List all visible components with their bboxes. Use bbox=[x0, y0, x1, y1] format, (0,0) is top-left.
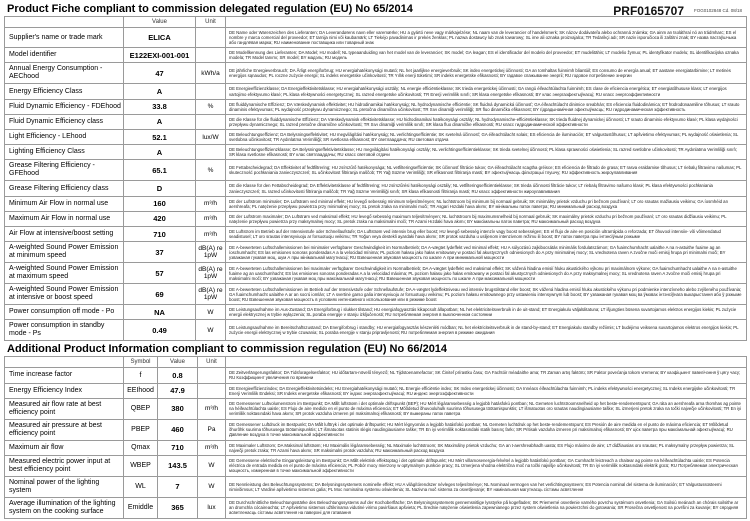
parameter-label: Time increase factor bbox=[5, 368, 124, 383]
parameter-label: Annual Energy Consumption - AEChood bbox=[5, 63, 124, 84]
parameter-label: A-weighted Sound Power Emission at minimum speed bbox=[5, 242, 124, 263]
parameter-unit: dB(A) re 1pW bbox=[196, 263, 226, 284]
parameter-value: A bbox=[124, 114, 196, 129]
parameter-value: E122EXI-001-001 bbox=[124, 48, 196, 63]
multilingual-description: DE A-bewerteten Luftschallemissionen im Betrieb auf der Intensivstufe oder Schnellaufstufe; DA A-vægtet lydeffektniveau ved intensiv brugstilstand eller boost; SK vážená hladina emisií hluku akustického výkonu pri podmienke intenzívneho alebo zvýšeného používania; GA fuaimchumhacht ualaithe A ar an socrú iomlán; LT A svertinė garso galia intensyviuoju ar forsuotuoju veikimu; PL poziom hałasu emitowanego przy ustawieniu intensywnym lub boost; BY узважаная гукавая моц ва ўмовах інтэнсіўнага выкарыстання або ў рэжыме boost; RU Взвешенная звуковая мощность в условиях интенсивного использования или в режиме boost bbox=[226, 284, 747, 305]
parameter-label: Measured air flow rate at best efficiency point bbox=[5, 398, 124, 419]
table-row bbox=[5, 476, 747, 497]
parameter-value: 420 bbox=[124, 211, 196, 226]
multilingual-description: DE Gemessener Luftvolumenstrom im Bestpunkt; DA Målt luftstrøm i det optimale driftspunkt (BEP); HU Mért légáramsebesség a legjobb hatásfokú pontban; NL Gemeten luchtstroomsnelheid op het beste-rendementspunt; GA ráta an aershreafa arna thomhas ag pointe na héifeachtúlachta uaisle; ES Flujo de aire medido en el punto de máxima eficiencia; ET Mõõdetud õhuvooluhulk suurima tõhususega töötamispunktis; LT išmatuotas oro srautas naudingiausiame taške; SL izmerjeni pretok zraka na točki največje učinkovitosti; TR En iyi verimlilik noktasındaki hava akımı; SR protok vazduha izmeren pri maksimalnoj efikasnosti; BY вымераны паток паветра bbox=[226, 398, 747, 419]
parameter-label: Average illumination of the lighting system on the cooking surface bbox=[5, 497, 124, 518]
parameter-label: Power consumption in standby mode - Ps bbox=[5, 320, 124, 341]
parameter-value: 7 bbox=[158, 476, 198, 497]
document-code-block bbox=[613, 4, 746, 18]
multilingual-description: DE Gemessener Luftdruck im Bestpunkt; DA Målt lufttryk i det optimale driftspunkt; HU Mért légnyomás a legjobb hatásfokú pontban; NL Gemeten luchtdruk op het beste-rendementspunt; ES Presión de aire medida en el punto de máxima eficiencia; ET Mõõdetud õhurõhk suurima tõhususega töötamispunktis; LT išmatuotas statinis slėgis naudingiausiame taške; TR En iyi verimlilik noktasındaki statik basınç farkı; SR Pritisak vazduha izmeren pri maksimalnoj efikasnosti; BY ціск паветра пры максімальнай эфектыўнасці; RU Давление воздуха в точке максимальной эффективности bbox=[226, 419, 747, 440]
parameter-unit: lux/W bbox=[196, 130, 226, 145]
table-row bbox=[5, 455, 747, 476]
parameter-label: Model identifier bbox=[5, 48, 124, 63]
column-header-symbol: Symbol bbox=[124, 357, 158, 368]
table-row bbox=[5, 114, 747, 129]
parameter-label: Lighting Efficiency Class bbox=[5, 145, 124, 160]
parameter-label: Measured air pressure at best efficiency point bbox=[5, 419, 124, 440]
parameter-value: 0.8 bbox=[158, 368, 198, 383]
multilingual-description: DE Luftstrom im Betrieb auf der Intensivstufe oder Schnellaufstufe; DA Luftstrøm ved intensiv brug eller boost; HU levegő sebesség intenzív vagy boost sebességen; ES el flujo de aire en posición ultrarrápida o reforzada; ET õhuvool intensiiv- või võimendatud seadistusel; LT oro srautas intensyviuoju ar forsuotuoju veikimu; TR Yoğun veya destekli ayardaki hava akımı; SR protok vazduha u usiljenom intenzivnom režimu ili boost; BY паток паветра пры інтэнсіўным рэжыме bbox=[226, 226, 747, 241]
parameter-label: A-weighted Sound Power Emission at intensive or boost speed bbox=[5, 284, 124, 305]
parameter-value: ELICA bbox=[124, 28, 196, 48]
parameter-value: 460 bbox=[158, 419, 198, 440]
multilingual-description: DE der Luftstrom maximaler; DA Luftstrøm ved maksimal effekt; HU levegő sebesség maximum teljesítményen; NL luchtstroom bij maximumsnelheid bij normaal gebruik; SK maximálny prietok vzduchu pri bežnom používaní; LT oro srautas didžiausiu veikimu; PL natężenie przepływu powietrza przy maksymalnej mocy; SL pretok zraka na maksimalni moči; TR Azami Hızdaki hava akımı; BY максімальны паток паветра; RU максимальный расход воздуха bbox=[226, 211, 747, 226]
column-header-unit: Unit bbox=[196, 17, 226, 28]
parameter-value: A bbox=[124, 145, 196, 160]
parameter-value: 47.9 bbox=[158, 383, 198, 398]
parameter-label: Maximum air flow bbox=[5, 440, 124, 455]
multilingual-description: DE Leistungsaufnahme im Bereitschaftszustand; DA Energiforbrug i standby; HU energiafogyasztás készenléti módban; NL het elektriciteitsverbruik in de stand-by-stand; ET Energiakulu standby režiimis; LT budėjimo veiksena suvartojamos elektros energijos kiekis; PL zużycie energii elektrycznej w trybie czuwania; SL poraba energije v stanju pripravljenosti; RU потребляемая энергия в режиме ожидания bbox=[226, 320, 747, 341]
parameter-unit bbox=[196, 48, 226, 63]
table-row bbox=[5, 368, 747, 383]
table-row bbox=[5, 497, 747, 518]
parameter-symbol: WL bbox=[124, 476, 158, 497]
parameter-symbol: QBEP bbox=[124, 398, 158, 419]
column-header-value: Value bbox=[158, 357, 198, 368]
parameter-label: Air Flow at intensive/boost setting bbox=[5, 226, 124, 241]
parameter-unit bbox=[196, 145, 226, 160]
table-row bbox=[5, 419, 747, 440]
table-row bbox=[5, 196, 747, 211]
parameter-value: D bbox=[124, 181, 196, 196]
parameter-unit: W bbox=[196, 305, 226, 320]
table-row bbox=[5, 211, 747, 226]
table-row bbox=[5, 130, 747, 145]
table1-header-row bbox=[5, 17, 747, 28]
header-spacer bbox=[5, 357, 124, 368]
parameter-label: Measured electric power input at best efficiency point bbox=[5, 455, 124, 476]
parameter-label: Grease Filtering Efficiency class bbox=[5, 181, 124, 196]
multilingual-description: DE Nennleistung des Beleuchtungssystems; DA Belysningssystemets nominelle effekt; HU A világítórendszer névleges teljesítménye; NL Nominaal vermogen van het verlichtingssysteem; ES Potencia nominal del sistema de iluminación; ET Valgustussüsteemi nimivõimsus; LT Vardinė apšvietimo sistemos galia; PL Moc nominalna systemu oświetlenia; SL Nazivna moč sistema za osvetljevanje; BY намінальная магутнасць сістэмы асвятлення bbox=[226, 476, 747, 497]
parameter-value: A bbox=[124, 84, 196, 99]
multilingual-description: DE Zeitverlängerungsfaktor; DA Tidsforøgelsesfaktor; HU időtartam-növelő tényező; NL Tijdstoenamefactor; SK Činiteľ prírastku času; GA Fachtóir méadaithe ama; TR Zaman artış faktörü; SR Faktor povećanja tokom vremena; BY каэфіцыент павелічэння ў цягу часу; RU Коэффициент увеличения по времени bbox=[226, 368, 747, 383]
header-spacer bbox=[226, 17, 747, 28]
parameter-unit: Pa bbox=[198, 419, 226, 440]
parameter-value: 52.1 bbox=[124, 130, 196, 145]
multilingual-description: DE fluiddynamische Effizienz; DA Væskedynamisk effektivitet; HU hidrodinamikai hatékonyság; NL hydrodynamische efficiëntie; SK fluidná dynamická účinnosť; GA éifeachtúlacht dinimice sreabhán; ES eficiencia fluidodinámica; ET hüdrodünaamiline tõhusus; LT srauto dinaminis efektyvumas; PL wydajność przepływu dynamicznego; SL pretočna dinamična učinkovitost; TR Sıvı dinamiği verimliliği; SR fluo dinamička efikasnost; BY гідрадынамічная эфектыўнасць; RU гидродинамическая эффективность bbox=[226, 99, 747, 114]
multilingual-description: DE Name oder Warenzeichen des Lieferanten; DA Leverandørens navn eller varemærke; HU a gyártó neve vagy márkajelzése; NL naam van de leverancier of handelsmerk; SK názov dodávateľa alebo ochranná známka; GA ainm an tsoláthraí nó an trádmharc; ES el nombre y marca comercial del proveedor; ET tarnija nimi või kaubamärk; LT Tiekėjo pavadinimas ir prekės ženklas; PL nazwa dostawcy lub znak towarowy; SL ime ali oznaka proizvajalca; TR Tedarikçi adı; SR naziv isporučioca ili zaštitni znak; BY назва пастаўшчыка або гандлёвая марка; RU наименование поставщика или товарный знак bbox=[226, 28, 747, 48]
parameter-label: Maximum Air Flow in normal use bbox=[5, 211, 124, 226]
parameter-unit bbox=[196, 84, 226, 99]
parameter-unit: % bbox=[196, 160, 226, 181]
parameter-value: 160 bbox=[124, 196, 196, 211]
column-header-value: Value bbox=[124, 17, 196, 28]
multilingual-description: DE Modellkennung des Lieferanten; DA Model; HU modell; NL typeaanduiding van het model van de leverancier; SK model; GA leagan; ES el identificador del modelo del proveedor; ET mudelitähis; LT modelio žymuo; PL identyfikator modelu; SL identifikacijska oznaka modela; TR Model tanımı; SR model; BY мадэль; RU модель bbox=[226, 48, 747, 63]
parameter-symbol: WBEP bbox=[124, 455, 158, 476]
parameter-label: Nominal power of the lighting system bbox=[5, 476, 124, 497]
table-row bbox=[5, 48, 747, 63]
parameter-unit: W bbox=[198, 455, 226, 476]
parameter-unit bbox=[196, 114, 226, 129]
parameter-unit: m³/h bbox=[198, 398, 226, 419]
multilingual-description: DE der Luftstrom minimaler; DA Luftstrøm ved minimal effekt; HU levegő sebesség minimum teljesítményen; NL luchtstroom bij minimum bij normaal gebruik; SK minimálny prietok vzduchu pri bežnom používaní; LT oro srautas mažiausiu veikimu; GA íosmhéid an aershreafa; PL natężenie przepływu powietrza przy minimalnej mocy; SL pretok zraka na minimalni moči; TR Asgari Hızdaki hava akımı; BY мінімальны паток паветра; RU минимальный расход воздуха bbox=[226, 196, 747, 211]
additional-info-title: Additional Product Information compliant to commission regulation (EU) No 66/2014 bbox=[7, 343, 448, 356]
parameter-value: 57 bbox=[124, 263, 196, 284]
table-row bbox=[5, 181, 747, 196]
parameter-label: Fluid Dynamic Efficiency class bbox=[5, 114, 124, 129]
parameter-unit: % bbox=[196, 99, 226, 114]
parameter-value: NA bbox=[124, 305, 196, 320]
column-header-unit: Unit bbox=[198, 357, 226, 368]
multilingual-description: DE Energieeffizienzklasse; DA Energieffektivitetsklasse; HU energiahatékonysági osztály; NL energie efficiëntieklasse; SK trieda energetickej účinnosti; GA rangú éifeachtúlachta fuinnimh; ES clase de eficiencia energética; ET energiatõhususe klass; LT energijos vartojimo efektyvumo klasė; PL klasa efektywności energetycznej; SL razred energetske učinkovitosti; TR Enerji verimlilik sınıfı; SR klasa energetske efikasnosti; BY клас энергаэфектыўнасці; RU класс энергоэффективности bbox=[226, 84, 747, 99]
document-revision-code: FOG0102848 Cd. 08/18 bbox=[694, 8, 743, 13]
multilingual-description: DE Leistungsaufnahme im Aus-Zustand; DA Energiforbrug i slukket tilstand; HU energiafogyasztás kikapcsolt állapotban; NL het elektriciteitsverbruik in de uit-stand; ET Energiakulu väljalülitatuna; LT išjungties būsena suvartojamos elektros energijos kiekis; PL zużycie energii elektrycznej w trybie wyłączenia; SL poraba energije v stanju izključenosti; RU потребляемая энергия в выключенном состоянии bbox=[226, 305, 747, 320]
table-row bbox=[5, 160, 747, 181]
parameter-unit: m³/h bbox=[196, 211, 226, 226]
table-row bbox=[5, 398, 747, 419]
parameter-label: Supplier's name or trade mark bbox=[5, 28, 124, 48]
table-row bbox=[5, 383, 747, 398]
parameter-value: 37 bbox=[124, 242, 196, 263]
multilingual-description: DE Beleuchtungseffizienz; DA Belysningseffektivitet; HU megvilágítási hatékonyság; NL verlichtingsefficiëntie; SK svetelná účinnosť; GA éifeachtúlacht solais; ES eficiencia de iluminación; ET valgustustõhusus; LT apšvietimo efektyvumas; PL wydajność oświetlenia; SL svetlobna učinkovitost; TR Aydınlatma Verimliliği; SR svetlosna efikasnost; BY светлааддача; RU световая отдача bbox=[226, 130, 747, 145]
parameter-symbol: f bbox=[124, 368, 158, 383]
parameter-label: Power consumption off mode - Po bbox=[5, 305, 124, 320]
parameter-value: 69 bbox=[124, 284, 196, 305]
parameter-unit: W bbox=[196, 320, 226, 341]
table-row bbox=[5, 63, 747, 84]
parameter-value: 380 bbox=[158, 398, 198, 419]
table-row bbox=[5, 242, 747, 263]
multilingual-description: DE jährliche Energieverbrauch; DA Årligt energiforbrug; HU energiahatékonysági mutató; NL het jaarlijkse energieverbruik; SK index energetickej účinnosti; GA an tomhaltas fuinnimh bliantúil; ES consumo de energía anual; ET aastane energiatarbimine; LT metinės energijos sąnaudos; PL roczne zużycie energii; SL indeks energetske učinkovitosti; TR Yıllık enerji tüketimi; SR indeks energetske efikasnosti; BY гадавое спажыванне энергіі; RU годовое потребление энергии bbox=[226, 63, 747, 84]
parameter-value: 143.5 bbox=[158, 455, 198, 476]
parameter-unit bbox=[196, 181, 226, 196]
parameter-value: 710 bbox=[158, 440, 198, 455]
parameter-symbol: PBEP bbox=[124, 419, 158, 440]
parameter-unit: m³/h bbox=[196, 226, 226, 241]
table-row bbox=[5, 84, 747, 99]
multilingual-description: DE Fettabscheidegrad; DA Effektivitet af fedtfiltrering; HU zsírszűrő hatékonysága; NL vetfilteringsefficiëntie; SK účinnosť filtrácie tukov; GA éifeachtúlacht scagtha gréisce; ES eficiencia de filtrado de grasa; ET rasva eraldamise tõhusus; LT riebalų filtravimo našumas; PL skuteczność pochłaniania zanieczyszczeń; SL učinkovitost filtriranja maščob; TR Yağ Süzme Verimliliği; SR efikasnost filtriranja masti; BY эфектыўнасць фільтрацыі тлушчу; RU эффективность жироулавливания bbox=[226, 160, 747, 181]
parameter-label: Fluid Dynamic Efficiency - FDEhood bbox=[5, 99, 124, 114]
parameter-symbol: Emiddle bbox=[124, 497, 158, 518]
multilingual-description: DE Maximaler Luftstrom; DA Maksimal luftstrøm; HU Maximális légáramsebesség; NL Maximale luchtstroom; SK Maximálny prietok vzduchu; GA an t-aershreabhadh uasta; ES Flujo máximo de aire; LT didžiausias oro srautas; PL maksymalny przepływ powietrza; SL največji pretok zraka; TR Azami hava akımı; SR maksimalni protok vazduha; RU максимальный расход воздуха bbox=[226, 440, 747, 455]
parameter-label: A-weighted Sound Power Emission at maximum speed bbox=[5, 263, 124, 284]
multilingual-description: DE Gemessene elektrische Eingangsleistung im Bestpunkt; DA Målt elektrisk effektoptag i det optimale driftspunkt; HU Mért villamosenergia-felvétel a legjobb hatásfokú pontban; GA Cumhacht leictreach a chaitear ag pointe na héifeachtúlachta uaisle; ES Potencia eléctrica de entrada medida en el punto de máxima eficiencia; PL Pobór mocy mierzony w optymalnym punkcie pracy; SL Izmerjena vhodna električna moč na točki najvišje učinkovitosti; TR En iyi verimlilik noktasındaki elektrik gücü; RU Потребляемая электрическая мощность, измеренная в точке максимальной эффективности bbox=[226, 455, 747, 476]
parameter-value: 0.49 bbox=[124, 320, 196, 341]
multilingual-description: DE die Klasse für den Fettabscheidegrad; DA Effektivitetsklasse af fedtfiltrering; HU zsírszűrési hatékonysági osztály; NL vetfilteringsefficiëntieklasse; SK trieda účinnosti filtrácie tukov; LT riebalų filtravimo našumo klasė; PL klasa efektywności pochłaniania zanieczyszczeń; SL razred učinkovitosti filtriranja maščob; TR Yağ Süzme Verimliliği sınıfı; SR klasa efikasnosti filtriranja masti; RU класс эффективности жироулавливания bbox=[226, 181, 747, 196]
multilingual-description: DE A-bewerteten Luftschallemissionen bei minimaler verfügbarer Geschwindigkeit im Normalbetrieb; DA A-vægtet lydeffekt ved minimal effekt; HU A súlyozású zajkibocsátás minimális fordulatszámon; GA fuaimchumhacht ualaithe A na n-astuithe fuaime ag an íoschumhacht; ES las emisiones sonoras ponderadas A a la velocidad mínima; PL poziom hałasu jako hałas emitowany w postaci fal akustycznych odniesionych do A przy minimalnej mocy; SL vrednotena raven A zvočne moči emisij hrupa pri minimalni moči; BY узважаная гукавая моц, шум А пры мінімальнай магутнасці; RU Взвешенная звуковая мощность по шкале А при минимальной мощности bbox=[226, 242, 747, 263]
parameter-label: Energy Efficiency Index bbox=[5, 383, 124, 398]
parameter-value: 65.1 bbox=[124, 160, 196, 181]
table-row bbox=[5, 145, 747, 160]
parameter-unit: dB(A) re 1pW bbox=[196, 242, 226, 263]
header-spacer bbox=[226, 357, 747, 368]
parameter-value: 33.8 bbox=[124, 99, 196, 114]
parameter-unit: m³/h bbox=[196, 196, 226, 211]
parameter-value: 47 bbox=[124, 63, 196, 84]
parameter-unit: W bbox=[198, 476, 226, 497]
parameter-unit bbox=[196, 28, 226, 48]
header-spacer bbox=[5, 17, 124, 28]
parameter-value: 710 bbox=[124, 226, 196, 241]
multilingual-description: DE Durchschnittliche Beleuchtungsstärke des Beleuchtungssystems auf der Kochoberfläche; DA Belysningssystemets gennemsnitlige lysstyrke på kogefladen; SK Priemerné osvetlenie varného povrchu systémom osvetlenia; GA Soilsiú meánach an chórais soilsithe ar an dromchla cócaireachta; LT Apšvietimo sistemos užtikrinama vidutinė virimo paviršiaus apšvieta; PL Średnie natężenie oświetlenia zapewnianego przez system oświetlenia na powierzchni do gotowania; SR Prosečna osvetljenost na površini za kuvanje; BY сярэдняя асветленасць сістэмы асвятлення на паверхні для гатавання bbox=[226, 497, 747, 518]
parameter-symbol: EEIhood bbox=[124, 383, 158, 398]
table-row bbox=[5, 99, 747, 114]
table-row bbox=[5, 305, 747, 320]
multilingual-description: DE die Klasse für die fluiddynamische Effizienz; DA Væskedynamisk effektivitetsklasse; HU hidrodinamikai hatékonysági osztály; NL hydrodynamische-efficiëntieklasse; SK trieda fluidnej dynamickej účinnosti; LT srauto dinaminio efektyvumo klasė; PL klasa wydajności przepływu dynamicznego; SL razred pretočne dinamične učinkovitosti; TR Sıvı dinamiği verimlilik sınıfı; SR klasa fluo dinamičke efikasnosti; RU класс гидродинамической эффективности bbox=[226, 114, 747, 129]
parameter-symbol: Qmax bbox=[124, 440, 158, 455]
fiche-table-66-2014 bbox=[4, 356, 747, 519]
parameter-label: Grease Filtering Efficiency - GFEhood bbox=[5, 160, 124, 181]
parameter-label: Light Efficiency - LEhood bbox=[5, 130, 124, 145]
fiche-table-65-2014 bbox=[4, 16, 747, 341]
page-title: Product Fiche compliant to commission delegated regulation (EU) No 65/2014 bbox=[7, 3, 413, 15]
parameter-unit: lux bbox=[198, 497, 226, 518]
table-row bbox=[5, 320, 747, 341]
multilingual-description: DE Energieeffizienzindex; DA Energieffektivitetsindeks; HU Energiahatékonysági mutató; NL Energie efficiëntie index; SK Index energetickej účinnosti; GA Innéacs éifeachtúlachta fuinnimh; PL indeks efektywności energetycznej; SL Indeks energijske učinkovitosti; TR Enerji Verimlilik Endeksi; SR Indeks energetske efikasnosti; BY індэкс энергаэфектыўнасці; RU индекс энергоэффективности bbox=[226, 383, 747, 398]
document-code: PRF0165707 bbox=[613, 4, 684, 18]
table-row bbox=[5, 440, 747, 455]
table2-header-row bbox=[5, 357, 747, 368]
parameter-label: Energy Efficiency Class bbox=[5, 84, 124, 99]
parameter-label: Minimum Air Flow in normal use bbox=[5, 196, 124, 211]
multilingual-description: DE A-bewerteten Luftschallemissionen bei maximaler verfügbarer Geschwindigkeit im Normalbetrieb; DA A-vægtet lydeffekt ved maksimal effekt; SK vážená hladina emisií hluku akustického výkonu pri maximálnom výkone; GA fuaimchumhacht ualaithe A na n-astuithe fuaime ag an uaschumhacht; ES las emisiones sonoras ponderadas A a la velocidad máxima; PL poziom hałasu jako hałas emitowany w postaci fal akustycznych odniesionych do A przy maksymalnej mocy; SL vrednotena raven A zvočne moči emisij hrupa pri maksimalni moči; BY узважаная гукавая моц пры максімальнай магутнасці; RU Взвешенная звуковая мощность по шкале А при максимальной мощности bbox=[226, 263, 747, 284]
parameter-unit: dB(A) re 1pW bbox=[196, 284, 226, 305]
table-row bbox=[5, 284, 747, 305]
parameter-unit bbox=[198, 368, 226, 383]
parameter-unit: kWh/a bbox=[196, 63, 226, 84]
table-row bbox=[5, 28, 747, 48]
multilingual-description: DE Beleuchtungseffizienzklasse; DA Belysningseffektivitetsklasse; HU megvilágítási hatékonysági osztály; NL verlichtingsefficiëntieklasse; SK trieda svetelnej účinnosti; PL klasa sprawności oświetlenia; SL razred svetlobne učinkovitosti; TR Aydınlatma Verimliliği sınıfı; SR klasa svetlosne efikasnosti; BY клас святлааддачы; RU класс световой отдачи bbox=[226, 145, 747, 160]
parameter-value: 365 bbox=[158, 497, 198, 518]
table-row bbox=[5, 226, 747, 241]
parameter-unit bbox=[198, 383, 226, 398]
parameter-unit: m³/h bbox=[198, 440, 226, 455]
table-row bbox=[5, 263, 747, 284]
